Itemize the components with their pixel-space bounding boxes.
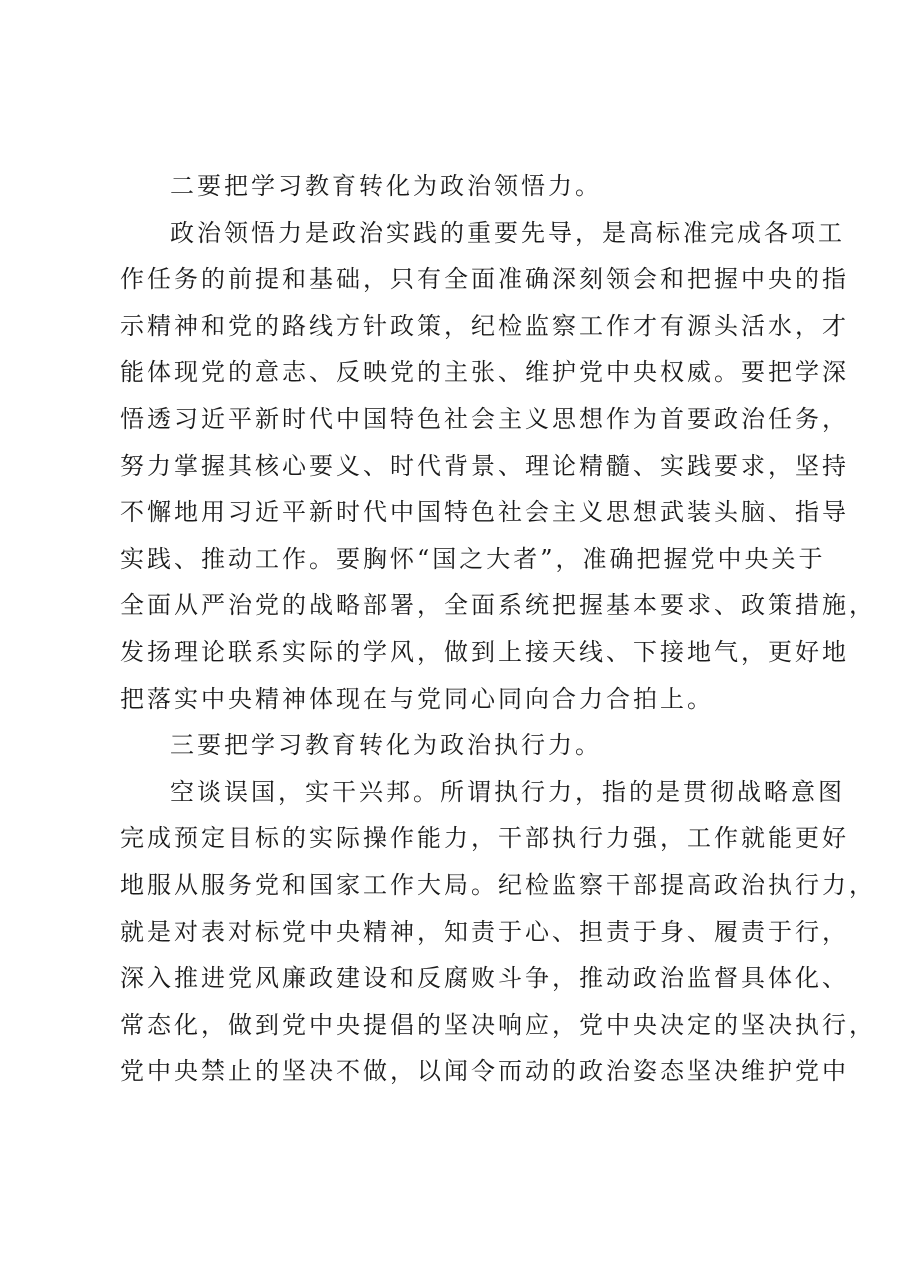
section-heading-2: 二要把学习教育转化为政治领悟力。	[170, 172, 602, 200]
text-line: 不懈地用习近平新时代中国特色社会主义思想武装头脑、指导	[120, 498, 849, 527]
text-line: 示精神和党的路线方针政策，纪检监察工作才有源头活水，才	[120, 311, 849, 340]
document-body	[120, 163, 876, 1095]
text-line: 完成预定目标的实际操作能力，干部执行力强，工作就能更好	[120, 824, 849, 853]
text-line: 全面从严治党的战略部署，全面系统把握基本要求、政策措施，	[120, 591, 876, 620]
text-line: 把落实中央精神体现在与党同心同向合力合拍上。	[120, 684, 714, 713]
text-line: 悟透习近平新时代中国特色社会主义思想作为首要政治任务，	[120, 404, 849, 433]
text-line: 实践、推动工作。要胸怀“国之大者”，准确把握党中央关于	[120, 544, 826, 573]
section-heading-3: 三要把学习教育转化为政治执行力。	[170, 731, 602, 760]
text-line: 努力掌握其核心要义、时代背景、理论精髓、实践要求，坚持	[120, 451, 849, 480]
text-line: 党中央禁止的坚决不做，以闻令而动的政治姿态坚决维护党中	[120, 1057, 849, 1086]
text-line: 能体现党的意志、反映党的主张、维护党中央权威。要把学深	[120, 358, 849, 387]
text-line: 政治领悟力是政治实践的重要先导，是高标准完成各项工	[170, 218, 845, 247]
text-line: 空谈误国，实干兴邦。所谓执行力，指的是贯彻战略意图	[170, 777, 845, 806]
text-line: 深入推进党风廉政建设和反腐败斗争，推动政治监督具体化、	[120, 964, 849, 993]
text-line: 地服从服务党和国家工作大局。纪检监察干部提高政治执行力，	[120, 870, 876, 899]
text-line: 就是对表对标党中央精神，知责于心、担责于身、履责于行，	[120, 917, 849, 946]
text-line: 作任务的前提和基础，只有全面准确深刻领会和把握中央的指	[120, 265, 849, 294]
text-line: 常态化，做到党中央提倡的坚决响应，党中央决定的坚决执行，	[120, 1010, 876, 1039]
text-line: 发扬理论联系实际的学风，做到上接天线、下接地气，更好地	[120, 637, 849, 666]
